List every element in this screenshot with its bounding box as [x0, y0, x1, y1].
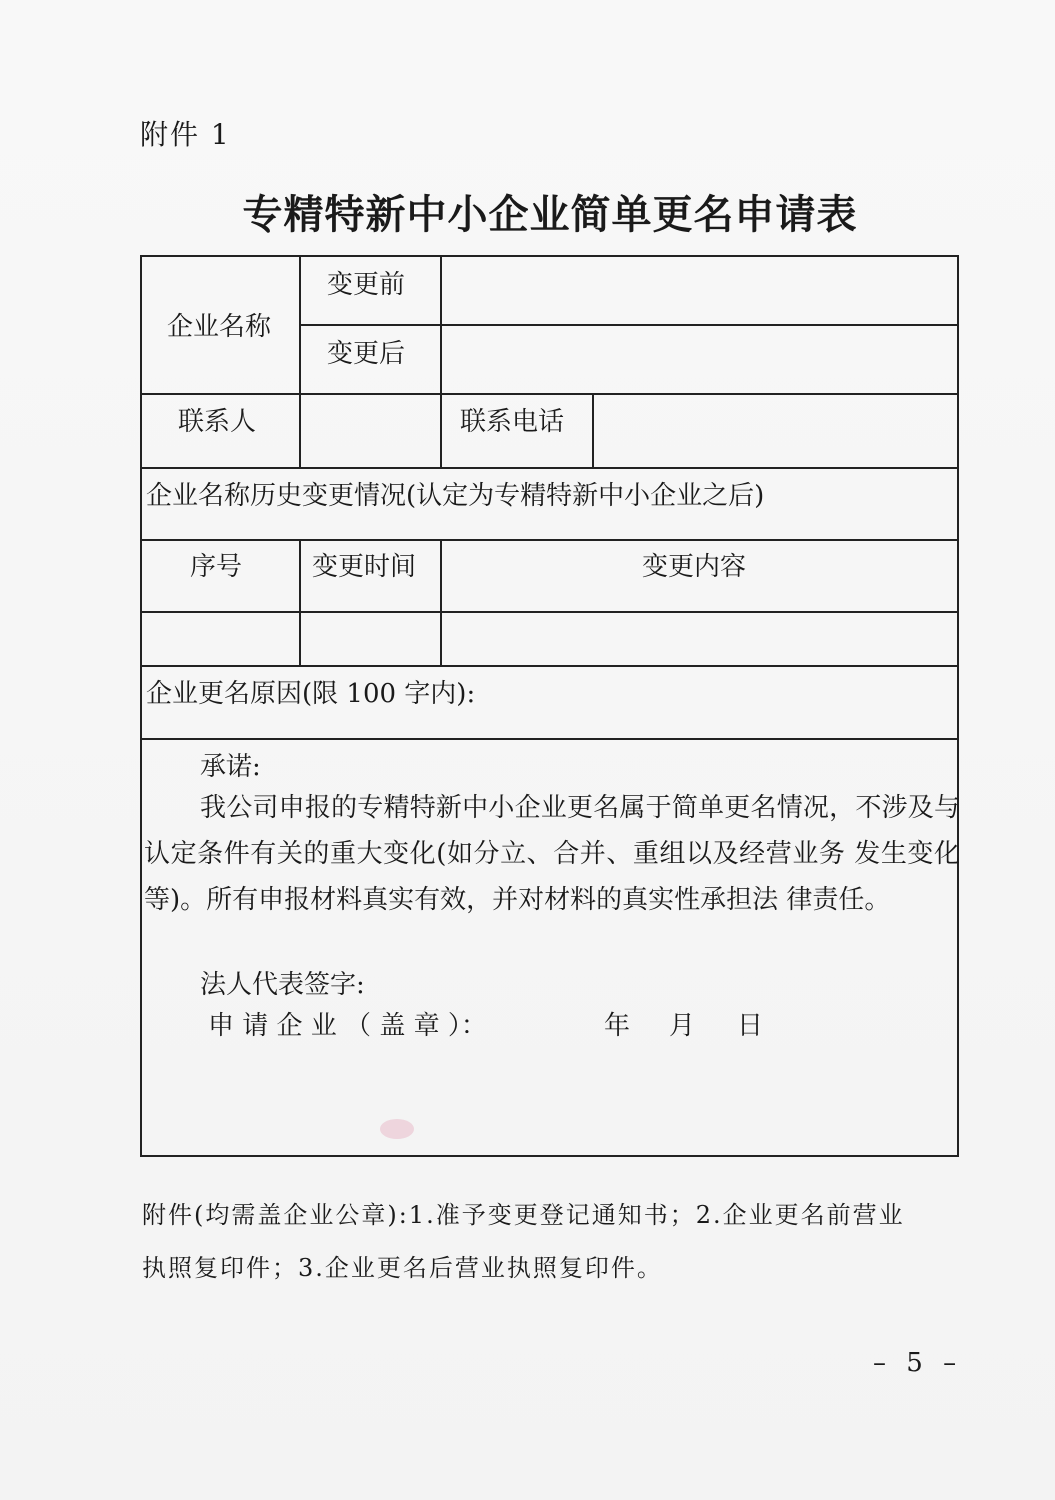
- contact-phone-value[interactable]: [604, 409, 944, 449]
- before-change-label: 变更前: [327, 270, 406, 300]
- contact-person-label: 联系人: [178, 407, 257, 437]
- application-form-table: [140, 255, 959, 1157]
- row-divider: [299, 324, 959, 326]
- row-divider: [142, 467, 959, 469]
- column-divider: [299, 257, 301, 467]
- column-divider: [299, 539, 301, 665]
- column-divider: [592, 393, 594, 467]
- attachment-label: 附件 1: [140, 118, 231, 151]
- row-divider: [142, 393, 959, 395]
- rename-reason-label: 企业更名原因(限 100 字内):: [146, 679, 476, 709]
- row-divider: [142, 539, 959, 541]
- column-divider: [440, 393, 442, 467]
- footer-note-line-2: 执照复印件；3.企业更名后营业执照复印件。: [142, 1254, 663, 1282]
- history-column-time: 变更时间: [312, 552, 417, 582]
- applicant-seal-label: 申 请 企 业 （ 盖 章 ）：: [208, 1011, 487, 1041]
- column-divider: [440, 257, 442, 393]
- signature-label: 法人代表签字:: [200, 970, 365, 1000]
- rename-reason-value[interactable]: [492, 681, 947, 721]
- company-name-label: 企业名称: [167, 312, 272, 342]
- page-title: 专精特新中小企业简单更名申请表: [242, 192, 858, 238]
- footer-note-line-1: 附件(均需盖企业公章):1.准予变更登记通知书；2.企业更名前营业: [142, 1201, 905, 1229]
- history-column-index: 序号: [190, 552, 243, 582]
- history-row-time[interactable]: [307, 622, 432, 658]
- date-day-label: 日: [737, 1011, 764, 1041]
- promise-text: 我公司申报的专精特新中小企业更名属于简单更名情况，不涉及与认定条件有关的重大变化(如分立、合并、重组以及经营业务 发生变化等)。所有申报材料真实有效，并对材料的真实性承担法 律责任。: [144, 793, 960, 915]
- column-divider: [440, 539, 442, 665]
- history-row-index[interactable]: [152, 622, 292, 658]
- page-number: – 5 –: [873, 1348, 963, 1378]
- history-row-content[interactable]: [452, 622, 947, 658]
- contact-phone-label: 联系电话: [460, 407, 565, 437]
- name-history-label: 企业名称历史变更情况(认定为专精特新中小企业之后): [146, 481, 765, 511]
- row-divider: [142, 738, 959, 740]
- before-change-value[interactable]: [452, 272, 942, 312]
- faint-stamp-mark: [380, 1119, 414, 1139]
- row-divider: [142, 611, 959, 613]
- row-divider: [142, 665, 959, 667]
- promise-label: 承诺:: [200, 752, 261, 782]
- after-change-label: 变更后: [327, 339, 406, 369]
- date-year-label: 年: [604, 1011, 631, 1041]
- contact-person-value[interactable]: [312, 409, 432, 449]
- after-change-value[interactable]: [452, 341, 942, 381]
- date-month-label: 月: [669, 1011, 696, 1041]
- history-column-content: 变更内容: [642, 552, 747, 582]
